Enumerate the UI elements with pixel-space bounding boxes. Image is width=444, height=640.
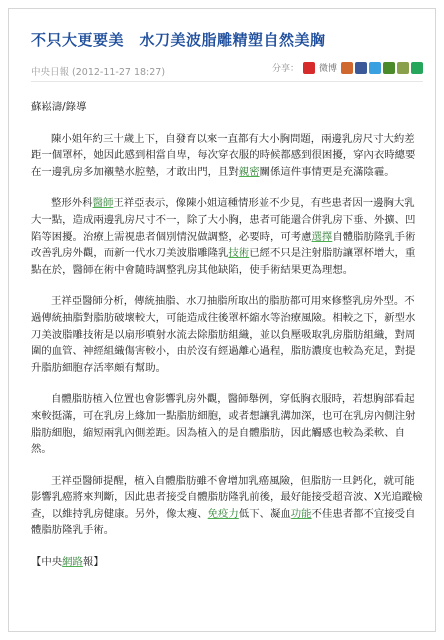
article-page [8,8,436,632]
article-paragraph: 自體脂肪植入位置也會影響乳房外觀，醫師舉例，穿低胸衣服時，若想胸部看起來較挺滿，可在乳房上緣加一點脂肪細胞，或者想讓乳溝加深，也可在乳房內側注射脂肪細胞，縮短兩乳內側差距。因為植入的是自體脂肪，因此觸感也較為柔軟、自然。 [31,393,416,456]
article-body [31,99,423,586]
article-footer: 【中央網路報】 [31,556,104,569]
keyword-link[interactable]: 免疫力 [207,507,239,520]
keyword-link[interactable]: 選擇 [311,230,333,243]
keyword-link[interactable]: 技術 [228,247,250,260]
article-paragraph: 王祥亞醫師分析，傳統抽脂、水刀抽脂所取出的脂肪都可用來修整乳房外型。不過傳統抽脂對脂肪破壞較大，可能造成往後罩杯縮水等治療風險。相較之下，新型水刀美波脂雕技術是以扇形噴射水流去除脂肪組織，並以負壓吸取乳房脂肪組織，對周圍的血管、神經組織傷害較小，由於沒有經過離心過程，脂肪濃度也較為充足，對提升脂肪細胞存活率頗有幫助。 [31,295,416,374]
facebook-icon[interactable] [355,62,367,74]
share-label: 分享： [271,64,299,74]
keyword-link[interactable]: 醫師 [92,197,114,210]
header-divider [31,81,423,82]
line-icon[interactable] [411,62,423,74]
article-meta [31,61,423,79]
share-bar [272,61,423,74]
weibo-icon[interactable] [303,62,315,74]
article-title: 不只大更要美 水刀美波脂雕精塑自然美胸 [31,31,326,49]
byline: 蘇崧濤/錄導 [31,101,87,113]
keyword-link[interactable]: 親密 [238,165,260,178]
keyword-link[interactable]: 功能 [290,507,312,520]
keyword-link[interactable]: 網路 [62,556,83,569]
email-icon[interactable] [397,62,409,74]
article-source-date: 中央日報 (2012-11-27 18:27) [31,67,166,78]
twitter-icon[interactable] [369,62,381,74]
article-paragraph: 陳小姐年約三十歲上下，自發育以來一直都有大小胸問題，兩邊乳房尺寸大約差距一個罩杯，她因此感到相當自卑，每次穿衣服的時候都感到很困擾，穿內衣時總要在一邊乳房多加襯墊水腔墊，才敢出門，且對親密關係這件事情更是充滿陰霾。 [31,132,416,178]
google-icon[interactable] [383,62,395,74]
weibo-link[interactable]: 微博 [318,64,337,74]
article-paragraph: 整形外科醫師王祥亞表示，像陳小姐這種情形並不少見，有些患者因一邊胸大乳大一點，造成兩邊乳房尺寸不一，除了大小胸，患者可能還合併乳房下垂、外擴、凹陷等困擾。治療上需視患者個別情況做調整，必要時，可考慮選擇自體脂肪隆乳手術改善乳房外觀，而新一代水刀美波脂雕隆乳技術已經不只是注射脂肪讓罩杯增大，重點在於，醫師在術中會隨時調整乳房其他缺陷，使手術結果更為理想。 [31,197,416,276]
article-paragraph: 王祥亞醫師提醒，植入自體脂肪雖不會增加乳癌風險，但脂肪一旦鈣化，就可能影響乳癌將來判斷，因此患者接受自體脂肪隆乳前後，最好能接受超音波、X光追蹤檢查，以維持乳房健康。另外，像太瘦、免疫力低下、凝血功能不佳患者都不宜接受自體脂肪隆乳手術。 [31,474,423,537]
plurk-icon[interactable] [341,62,353,74]
